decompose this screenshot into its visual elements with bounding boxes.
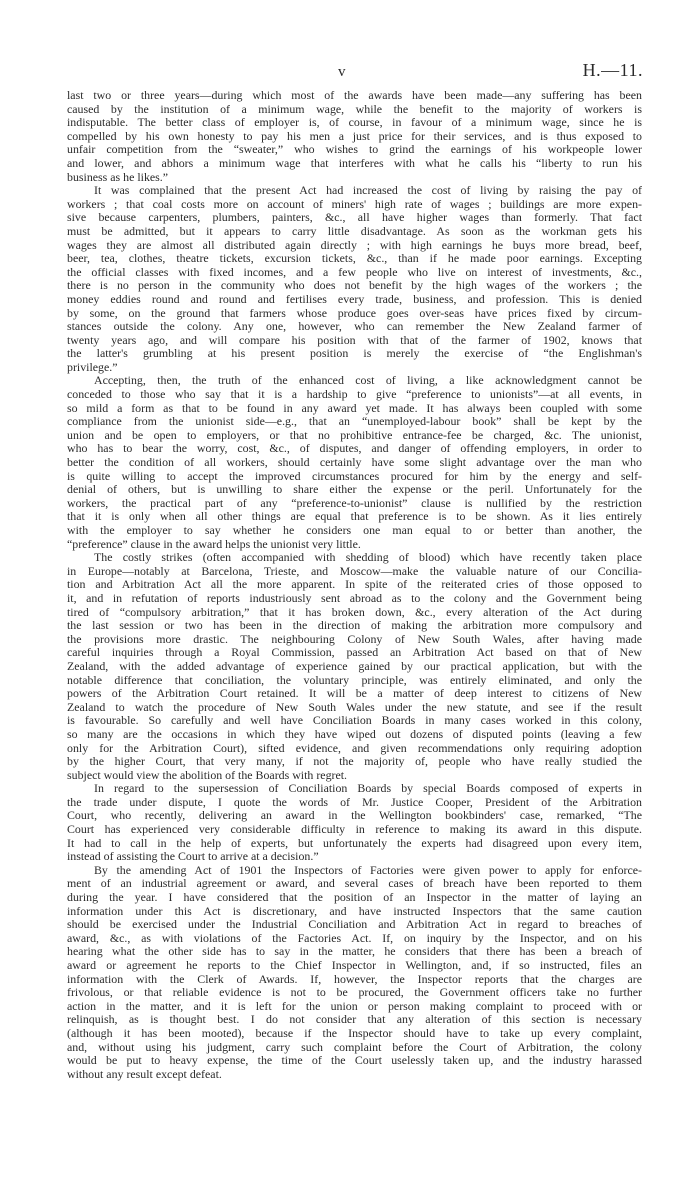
text-line: Court, who recently, delivering an award in the Wellington bookbinders' case, remarked, “The xyxy=(67,808,642,823)
text-line: twenty years ago, and will compare his position with that of the farmer of 1902, knows that xyxy=(67,332,642,347)
text-line: that it is only when all other things are equal that preference is to be shown. As it lies entirely xyxy=(67,509,642,524)
text-line: without any result except defeat. xyxy=(67,1066,222,1081)
text-line: by the higher Court, that very many, if not the majority of, people who have really studied the xyxy=(67,754,642,769)
text-line: frivolous, or that reliable evidence is not to be procured, the Government officers take no further xyxy=(67,985,642,1000)
text-line: Court has experienced very considerable difficulty in reference to making its award in this dispute. xyxy=(67,822,642,837)
text-line: beer, tea, clothes, theatre tickets, excursion tickets, &c., than if he made poor earnings. Excepting xyxy=(67,251,642,266)
paragraph xyxy=(67,864,642,1082)
text-line: would be put to heavy expense, the time of the Court uselessly taken up, and the industry harassed xyxy=(67,1053,642,1068)
text-line: the latter's grumbling at his present position is merely the exercise of “the Englishman's xyxy=(67,346,642,361)
text-line: unfair competition from the “sweater,” who wishes to grind the earnings of his workpeople lower xyxy=(67,142,642,157)
text-line: the last session or two has been in the direction of making the arbitration more compulsory and xyxy=(67,618,642,633)
text-line: denial of others, but is unwilling to share either the expense or the peril. Unfortunately for the xyxy=(67,482,642,497)
body-text xyxy=(67,89,642,1081)
text-line: relinquish, as is thought best. I do not consider that any alteration of this section is necessary xyxy=(67,1012,642,1027)
page-number: v xyxy=(338,64,346,80)
paragraph xyxy=(67,782,642,864)
text-line: in Europe—notably at Barcelona, Trieste, and Moscow—make the valuable nature of our Concilia- xyxy=(67,563,642,578)
text-line: caused by the institution of a minimum wage, while the benefit to the majority of workers is xyxy=(67,101,642,116)
text-line: stances outside the colony. Any one, however, who can remember the New Zealand farmer of xyxy=(67,319,642,334)
text-line: must be admitted, but it appears to carry little disadvantage. As soon as the workman gets his xyxy=(67,223,642,238)
text-line: indisputable. The better class of employer is, of course, in favour of a minimum wage, since he is xyxy=(67,115,642,130)
text-line: should be exercised under the Industrial Conciliation and Arbitration Act in regard to breaches of xyxy=(67,917,642,932)
text-line: Zealand to watch the procedure of New South Wales under the new statute, and see if the result xyxy=(67,699,642,714)
text-line: action in the matter, and it is left for the union or person making complaint to proceed with or xyxy=(67,998,642,1013)
text-line: careful inquiries through a Royal Commission, passed an Arbitration Act based on that of New xyxy=(67,645,642,660)
text-line: subject would view the abolition of the Boards with regret. xyxy=(67,767,348,782)
text-line: In regard to the supersession of Conciliation Boards by special Boards composed of experts in xyxy=(94,781,642,796)
text-line: compliance from the unionist side—e.g., that an “unemployed-labour book” shall be kept by the xyxy=(67,414,642,429)
text-line: tion and Arbitration Act all the more apparent. In spite of the reiterated cries of those opposed to xyxy=(67,577,642,592)
document-reference: H.—11. xyxy=(582,60,643,80)
text-line: tired of “compulsory arbitration,” that it has broken down, &c., every alteration of the Act during xyxy=(67,604,642,619)
text-line: workers, the practical part of any “preference-to-unionist” clause is nullified by the restriction xyxy=(67,495,642,510)
text-line: by some, on the ground that farmers whose produce goes over-seas have prices fixed by circum- xyxy=(67,305,642,320)
text-line: information under this Act is discretionary, and have instructed Inspectors that the same caution xyxy=(67,903,642,918)
paragraph xyxy=(67,551,642,782)
text-line: business as he likes.” xyxy=(67,169,169,184)
text-line: there is no person in the community who does not benefit by the high wages of the workers ; the xyxy=(67,278,642,293)
text-line: privilege.” xyxy=(67,359,118,374)
text-line: the trade under dispute, I quote the words of Mr. Justice Cooper, President of the Arbitration xyxy=(67,794,642,809)
text-line: instead of assisting the Court to arrive at a decision.” xyxy=(67,849,319,864)
text-line: information with the Clerk of Awards. If, however, the Inspector reports that the charges are xyxy=(67,971,642,986)
text-line: money eddies round and round and fertilises every trade, business, and profession. This is denied xyxy=(67,291,642,306)
text-line: better the condition of all workers, should certainly have some slight advantage over the man who xyxy=(67,455,642,470)
text-line: only for the Arbitration Court), sifted evidence, and given recommendations only requiring adoption xyxy=(67,740,642,755)
text-line: who has to bear the worry, cost, &c., of disputes, and danger of offending employers, in order to xyxy=(67,441,642,456)
text-line: The costly strikes (often accompanied with shedding of blood) which have recently taken place xyxy=(94,550,642,565)
text-line: It had to call in the help of experts, but unfortunately the experts had disagreed upon every item, xyxy=(67,835,642,850)
text-line: the official classes with fixed incomes, and a few people who live on interest of investments, &c., xyxy=(67,264,642,279)
text-line: and lower, and abhors a minimum wage that interferes with what he calls his “liberty to run his xyxy=(67,155,642,170)
text-line: with the employer to say whether he considers one man equal to or better than another, the xyxy=(67,523,642,537)
text-line: award or agreement he reports to the Chief Inspector in Wellington, and, if so instructed, files an xyxy=(67,958,642,972)
text-line: so many are the occasions in which they have wiped out dozens of disputed points (leaving a few xyxy=(67,726,642,741)
text-line: compelled by his own honesty to pay his men a just price for their services, and is thus exposed to xyxy=(67,128,642,143)
text-line: the provisions more drastic. The neighbouring Colony of New South Wales, after having made xyxy=(67,631,642,646)
text-line: so mild a form as that to be found in any award yet made. It has always been coupled with some xyxy=(67,400,642,415)
paragraph xyxy=(67,374,642,551)
text-line: union and be open to employers, or that no prohibitive entrance-fee be charged, &c. The unionist, xyxy=(67,427,642,442)
text-line: It was complained that the present Act had increased the cost of living by raising the pay of xyxy=(94,183,642,198)
text-line: ment of an industrial agreement or award, and several cases of breach have been reported to them xyxy=(67,876,642,891)
paragraph xyxy=(67,89,642,184)
text-line: and, without using his judgment, carry such complaint before the Court of Arbitration, the colony xyxy=(67,1039,642,1054)
text-line: conceded to those who say that it is a hardship to give “preference to unionists”—at all events, in xyxy=(67,387,642,402)
text-line: last two or three years—during which most of the awards have been made—any suffering has been xyxy=(67,88,642,102)
text-line: is favourable. So carefully and well have Conciliation Boards in many cases worked in this colony, xyxy=(67,713,642,728)
text-line: By the amending Act of 1901 the Inspectors of Factories were given power to apply for enforce- xyxy=(94,862,642,877)
text-line: Accepting, then, the truth of the enhanced cost of living, a like acknowledgment cannot be xyxy=(94,373,642,388)
text-line: (although it has been mooted), because if the Inspector should have to take up every complaint, xyxy=(67,1025,642,1040)
text-line: it, and in refutation of reports industriously sent abroad as to the colony and the Government being xyxy=(67,590,642,605)
text-line: award, &c., as with violations of the Factories Act. If, on inquiry by the Inspector, and on his xyxy=(67,930,642,945)
text-line: notable difference that conciliation, the voluntary principle, was entirely eliminated, and only the xyxy=(67,672,642,687)
paragraph xyxy=(67,184,642,374)
text-line: is quite willing to accept the improved circumstances procured for him by the energy and self- xyxy=(67,468,642,483)
text-line: hearing what the other side has to say in the matter, he considers that there has been a breach of xyxy=(67,944,642,959)
text-line: Zealand, with the added advantage of experience gained by our practical application, but with the xyxy=(67,658,642,673)
text-line: during the year. I have considered that the position of an Inspector in the matter of laying an xyxy=(67,890,642,905)
text-line: wages they are almost all distributed again directly ; with high earnings he buys more bread, beef, xyxy=(67,237,642,252)
text-line: sive because carpenters, plumbers, painters, &c., all have higher wages than formerly. That fact xyxy=(67,210,642,225)
text-line: workers ; that coal costs more on account of miners' high rate of wages ; buildings are more expen- xyxy=(67,196,642,211)
text-line: “preference” clause in the award helps the unionist very little. xyxy=(67,536,361,551)
text-line: powers of the Arbitration Court retained. It will be a matter of deep interest to citizens of New xyxy=(67,686,642,701)
